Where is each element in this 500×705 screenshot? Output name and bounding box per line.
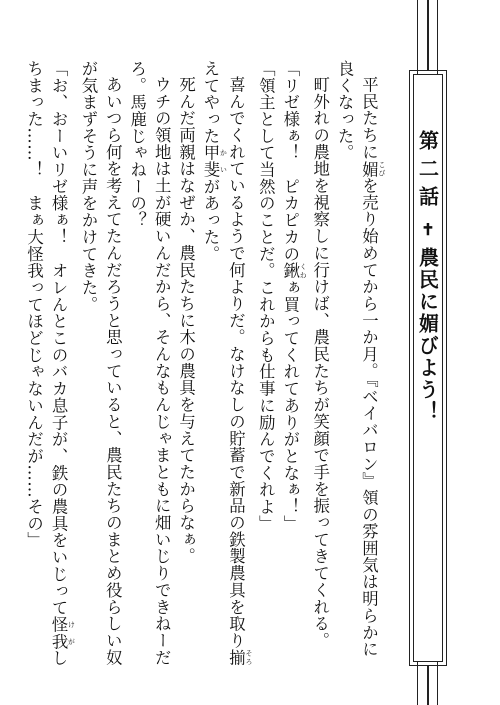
dialogue-line: 「リゼ様ぁ！ ピカピカの鍬 くわぁ買ってくれてありがとなぁ！」 [280, 60, 308, 532]
chapter-frame-bottom-rule [427, 666, 429, 705]
paragraph: 死んだ両親はなぜか、農民たちに木の農具を与えてたからなぁ。 [176, 76, 196, 566]
chapter-frame-top-rule [427, 0, 429, 70]
paragraph: ウチの領地は土が硬いんだから、そんなもんじゃまともに畑いじりできねーだろ。馬鹿じゃねーの？ [127, 60, 172, 667]
paragraph: 喜んでくれているようで何よりだ。なけなしの貯蓄で新品の鉄製農具を取り揃 そろえてやった甲斐 かいがあった。 [200, 60, 253, 667]
paragraph: 町外れの農地を視察しに行けば、農民たちが笑顔で手を振ってきてくれる。 [310, 76, 330, 650]
chapter-heading [413, 130, 443, 530]
body-text [24, 60, 386, 670]
cross-ornament-icon: ✝ [418, 220, 438, 241]
dialogue-line: 「お、おーいリゼ様ぁ！ オレんとこのバカ息子が、鉄の農具をいじって怪我 けがしちまった……！ まぁ大怪我ってほどじゃないんだが……その」 [24, 60, 76, 667]
chapter-number: 第二話 [415, 130, 440, 214]
chapter-title: 農民に媚びよう！ [415, 247, 440, 423]
paragraph: あいつら何を考えてたんだろうと思っていると、農民たちのまとめ役らしい奴が気まずそうに声をかけてきた。 [78, 60, 123, 667]
dialogue-line: 「領主として当然のことだ。これからも仕事に励んでくれよ」 [256, 60, 276, 532]
paragraph: 平民たちに媚 こびを売り始めてから一か月。『ベイバロン』領の雰囲気は明らかに良くなった。 [335, 60, 386, 658]
